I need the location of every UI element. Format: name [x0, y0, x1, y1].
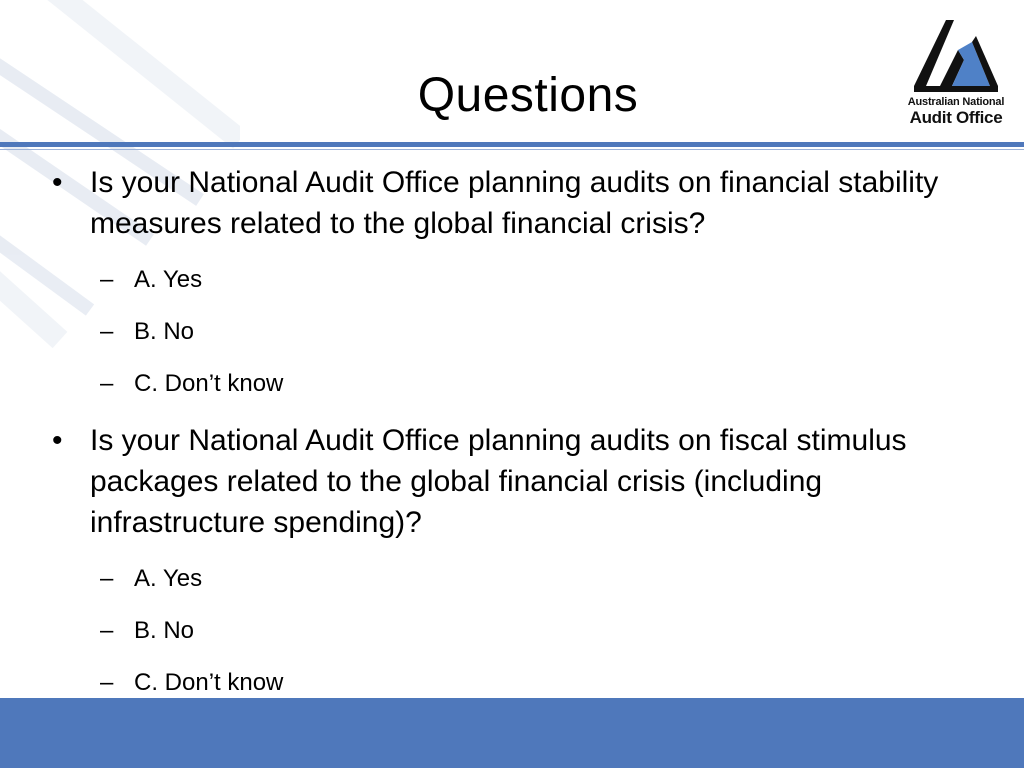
- answer-list: [52, 254, 952, 410]
- dash-glyph: –: [100, 565, 114, 592]
- question-item: [52, 420, 952, 543]
- answer-label: B. No: [134, 318, 195, 345]
- answer-option: [52, 254, 952, 306]
- dash-glyph: –: [100, 370, 114, 397]
- slide-title: Questions: [417, 69, 639, 122]
- answer-label: B. No: [134, 617, 195, 644]
- bullet-glyph: •: [52, 166, 63, 199]
- anao-triangle-logo-icon: [914, 20, 998, 94]
- question-item: [52, 162, 952, 244]
- logo-text-line2: Audit Office: [909, 108, 1003, 127]
- question-text: Is your National Audit Office planning audits on fiscal stimulus packages related to the global financial crisis (including infrastructure spending)?: [90, 424, 907, 539]
- questions-list: [52, 158, 952, 719]
- dash-glyph: –: [100, 669, 114, 696]
- answer-label: A. Yes: [134, 266, 203, 293]
- bullet-glyph: •: [52, 424, 63, 457]
- answer-option: [52, 605, 952, 657]
- dash-glyph: –: [100, 318, 114, 345]
- answer-list: [52, 553, 952, 709]
- dash-glyph: –: [100, 266, 114, 293]
- logo-text-line1: Australian National: [907, 96, 1005, 108]
- header-divider-thin: [0, 149, 1024, 150]
- anao-logo: [896, 20, 1016, 130]
- dash-glyph: –: [100, 617, 114, 644]
- header-divider: [0, 142, 1024, 147]
- answer-label: C. Don’t know: [134, 370, 284, 397]
- answer-label: C. Don’t know: [134, 669, 284, 696]
- footer-band: [0, 698, 1024, 768]
- answer-label: A. Yes: [134, 565, 203, 592]
- answer-option: [52, 358, 952, 410]
- answer-option: [52, 306, 952, 358]
- question-text: Is your National Audit Office planning audits on financial stability measures related to the global financial crisis?: [90, 166, 939, 240]
- answer-option: [52, 553, 952, 605]
